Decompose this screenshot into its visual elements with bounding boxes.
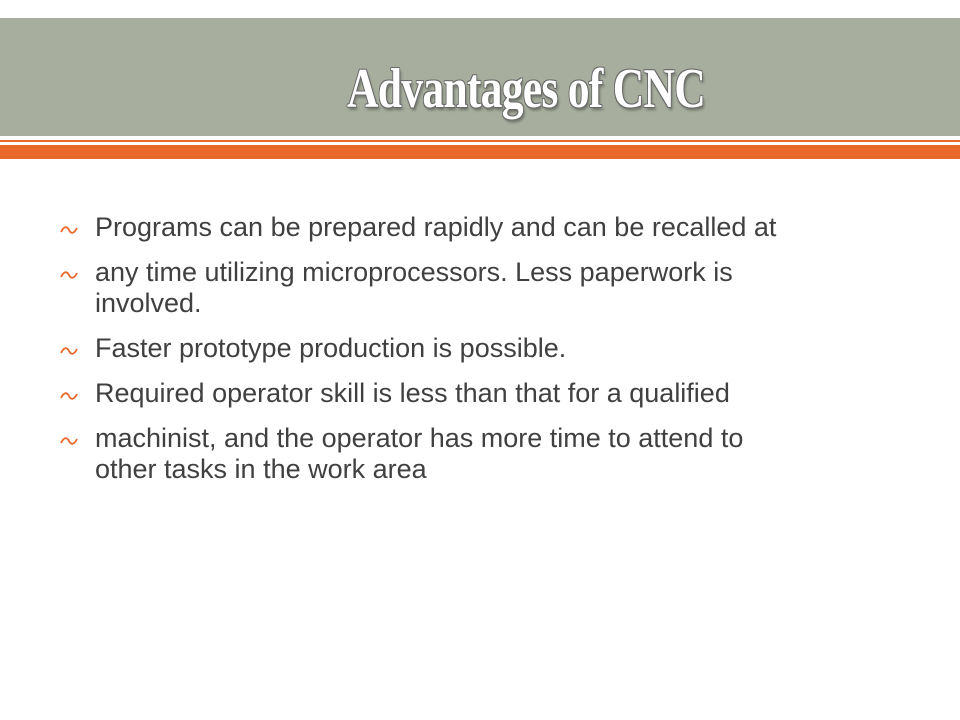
wave-bullet-icon <box>60 391 80 401</box>
bullet-list <box>60 212 780 499</box>
slide-title: Advantages of CNC <box>346 58 706 120</box>
bullet-text: any time utilizing microprocessors. Less paperwork is involved. <box>95 257 733 318</box>
bullet-text: Faster prototype production is possible. <box>95 333 567 363</box>
accent-stripe-thick <box>0 145 960 159</box>
wave-bullet-icon <box>60 225 80 235</box>
bullet-item <box>60 378 780 409</box>
bullet-item <box>60 333 780 364</box>
bullet-text: Required operator skill is less than that for a qualified <box>95 378 730 408</box>
bullet-item <box>60 423 780 485</box>
wave-bullet-icon <box>60 436 80 446</box>
title-band <box>0 18 960 136</box>
accent-stripe-thin <box>0 140 960 142</box>
bullet-text: Programs can be prepared rapidly and can be recalled at <box>95 212 777 242</box>
wave-bullet-icon <box>60 270 80 280</box>
bullet-item <box>60 257 780 319</box>
bullet-text: machinist, and the operator has more time to attend to other tasks in the work area <box>95 423 744 484</box>
wave-bullet-icon <box>60 346 80 356</box>
bullet-item <box>60 212 780 243</box>
